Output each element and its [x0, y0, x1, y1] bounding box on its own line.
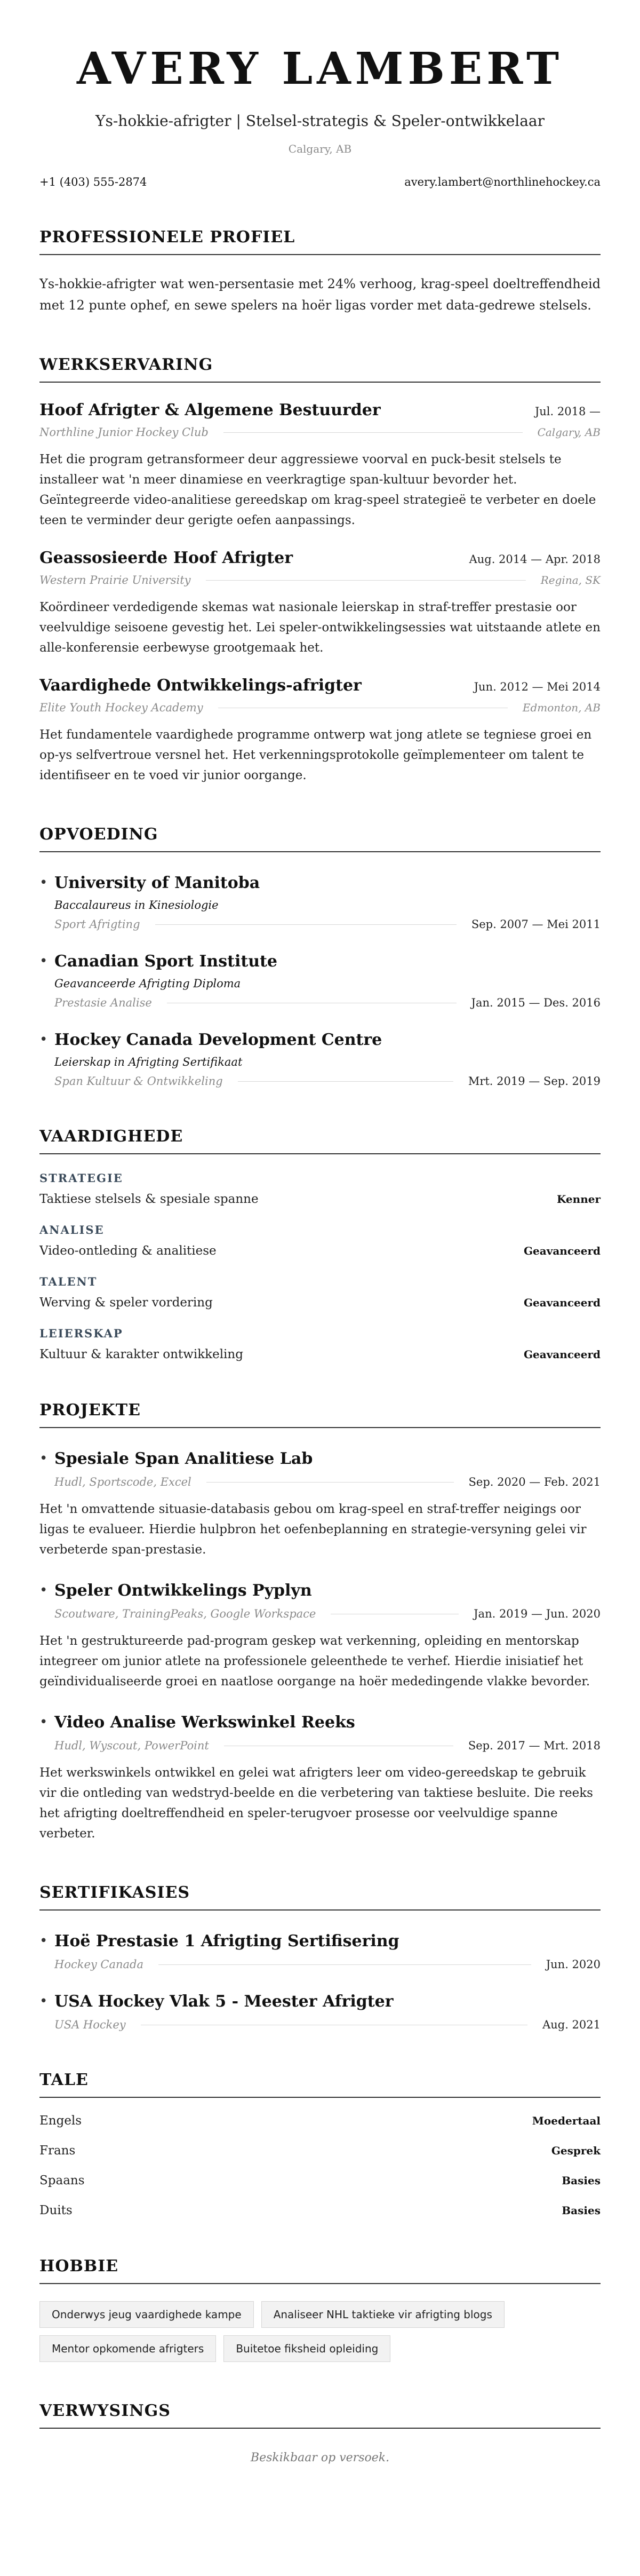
project-date: Jan. 2019 — Jun. 2020 — [474, 1607, 601, 1620]
certification-name: • Hoë Prestasie 1 Afrigting Sertifisering — [54, 1932, 399, 1951]
project-description: Het 'n omvattende situasie-databasis gebou om krag-speel en straf-treffer neigings oor ligas te evalueer. Hierdie hulpbron het oefenbeplanning en strategie-versyning gelei vir verbeterde span-prestasie. — [39, 1502, 587, 1557]
job-title: Geassosieerde Hoof Afrigter — [39, 549, 293, 567]
project-tech: Hudl, Wyscout, PowerPoint — [54, 1739, 209, 1752]
project-name: • Spesiale Span Analitiese Lab — [54, 1449, 313, 1468]
section-title: SERTIFIKASIES — [39, 1883, 601, 1911]
degree-name: Geavanceerde Afrigting Diploma — [54, 977, 241, 990]
certification-entry — [39, 1932, 601, 1971]
job-date: Jun. 2012 — Mei 2014 — [474, 680, 601, 693]
divider — [206, 1482, 454, 1483]
job-entry — [39, 549, 601, 658]
skill-category: STRATEGIE — [39, 1171, 123, 1185]
skill-level: Geavanceerd — [523, 1296, 601, 1309]
certification-name: • USA Hockey Vlak 5 - Meester Afrigter — [54, 1992, 394, 2011]
references-section — [39, 2401, 601, 2464]
language-name: Spaans — [39, 2174, 85, 2187]
project-entry — [39, 1713, 601, 1844]
language-level: Gesprek — [551, 2144, 601, 2157]
skill-level: Geavanceerd — [523, 1348, 601, 1361]
section-title: PROFESSIONELE PROFIEL — [39, 228, 601, 255]
school-name: • University of Manitoba — [54, 874, 260, 892]
education-section — [39, 825, 601, 1088]
candidate-name: AVERY LAMBERT — [76, 43, 564, 94]
language-row — [39, 2204, 601, 2217]
profile-text: Ys-hokkie-afrigter wat wen-persentasie met 24% verhoog, krag-speel doeltreffendheid met 12 punte ophef, en sewe spelers na hoër ligas vorder met data-gedrewe stelsels. — [39, 276, 601, 313]
job-title: Vaardighede Ontwikkelings-afrigter — [39, 676, 362, 695]
hobby-tag: Buitetoe fiksheid opleiding — [223, 2335, 390, 2362]
resume-header — [39, 0, 601, 155]
hobbies-section — [39, 2257, 601, 2362]
degree-name: Leierskap in Afrigting Sertifikaat — [54, 1056, 243, 1068]
project-tech: Scoutware, TrainingPeaks, Google Workspace — [54, 1607, 316, 1620]
candidate-tagline: Ys-hokkie-afrigter | Stelsel-strategis & Speler-ontwikkelaar — [95, 112, 545, 130]
skill-group — [39, 1171, 601, 1206]
language-level: Basies — [562, 2174, 601, 2187]
skill-group — [39, 1223, 601, 1258]
skill-category: ANALISE — [39, 1223, 105, 1237]
education-date: Mrt. 2019 — Sep. 2019 — [468, 1075, 601, 1088]
certification-date: Jun. 2020 — [546, 1958, 601, 1971]
section-title: VERWYSINGS — [39, 2401, 601, 2429]
certification-issuer: USA Hockey — [54, 2018, 126, 2031]
section-title: VAARDIGHEDE — [39, 1127, 601, 1154]
job-description: Het die program getransformeer deur aggressiewe voorval en puck-besit stelsels te installeer wat 'n meer dinamiese en veerkragtige span-kultuur bevorder het. Geïntegreerde video-analitiese gereedskap om krag-speel strategieë te verbeter en doele teen te verminder deur gerigte oefen aanpassings. — [39, 453, 596, 527]
skill-group — [39, 1275, 601, 1310]
language-level: Moedertaal — [532, 2114, 601, 2127]
divider — [223, 432, 523, 433]
section-title: HOBBIE — [39, 2257, 601, 2284]
job-location: Regina, SK — [540, 574, 601, 586]
project-entry — [39, 1581, 601, 1692]
job-organization: Northline Junior Hockey Club — [39, 426, 209, 439]
phone-number: +1 (403) 555-2874 — [39, 176, 147, 188]
divider — [218, 707, 508, 708]
section-title: OPVOEDING — [39, 825, 601, 852]
education-entry — [39, 874, 601, 931]
skill-level: Geavanceerd — [523, 1245, 601, 1257]
divider — [158, 1964, 531, 1965]
job-organization: Elite Youth Hockey Academy — [39, 701, 203, 714]
education-entry — [39, 1031, 601, 1088]
section-title: WERKSERVARING — [39, 355, 601, 383]
education-entry — [39, 952, 601, 1009]
job-title: Hoof Afrigter & Algemene Bestuurder — [39, 401, 381, 419]
skill-group — [39, 1327, 601, 1361]
skill-name: Video-ontleding & analitiese — [39, 1244, 217, 1258]
job-entry — [39, 676, 601, 786]
language-level: Basies — [562, 2204, 601, 2217]
hobby-tag: Onderwys jeug vaardighede kampe — [39, 2301, 254, 2328]
certifications-section — [39, 1883, 601, 2031]
education-date: Jan. 2015 — Des. 2016 — [471, 996, 601, 1009]
job-organization: Western Prairie University — [39, 574, 191, 586]
education-date: Sep. 2007 — Mei 2011 — [471, 918, 601, 931]
divider — [155, 924, 457, 925]
language-row — [39, 2144, 601, 2158]
hobby-tag: Analiseer NHL taktieke vir afrigting blogs — [261, 2301, 505, 2328]
field-of-study: Sport Afrigting — [54, 918, 140, 931]
skills-section — [39, 1127, 601, 1361]
job-location: Calgary, AB — [537, 426, 601, 439]
language-row — [39, 2114, 601, 2128]
profile-section — [39, 228, 601, 316]
skill-name: Werving & speler vordering — [39, 1296, 213, 1310]
languages-section — [39, 2071, 601, 2217]
skill-name: Taktiese stelsels & spesiale spanne — [39, 1192, 259, 1206]
certification-date: Aug. 2021 — [542, 2018, 601, 2031]
school-name: • Hockey Canada Development Centre — [54, 1031, 382, 1049]
language-name: Frans — [39, 2144, 76, 2158]
references-text: Beskikbaar op versoek. — [250, 2451, 390, 2464]
skill-category: LEIERSKAP — [39, 1327, 123, 1340]
field-of-study: Prestasie Analise — [54, 996, 152, 1009]
section-title: PROJEKTE — [39, 1401, 601, 1428]
project-date: Sep. 2017 — Mrt. 2018 — [468, 1739, 601, 1752]
language-row — [39, 2174, 601, 2187]
skill-name: Kultuur & karakter ontwikkeling — [39, 1348, 243, 1361]
hobby-tags — [39, 2301, 601, 2362]
job-description: Koördineer verdedigende skemas wat nasionale leierskap in straf-treffer prestasie oor veelvuldige seisoene gevestig het. Lei speler-ontwikkelingsessies wat uitstaande atlete en alle-konferensie eerbewyse grootgemaak het. — [39, 600, 601, 655]
project-description: Het 'n gestruktureerde pad-program geskep wat verkenning, opleiding en mentorskap integreer om junior atlete na professionele geleenthede te verhef. Hierdie inisiatief het geïndividualiseerde groei en naatlose oorgange na hoër mededingende vlakke bevorder. — [39, 1634, 590, 1689]
divider — [238, 1081, 453, 1082]
job-description: Het fundamentele vaardighede programme ontwerp wat jong atlete se tegniese groei en op-ys selfvertroue versnel het. Het verkenningsprotokolle geïmplementeer om talent te identifiseer en te voed vir junior oorgange. — [39, 728, 592, 782]
contact-row — [39, 176, 601, 188]
certification-issuer: Hockey Canada — [54, 1958, 144, 1971]
project-name: • Video Analise Werkswinkel Reeks — [54, 1713, 355, 1732]
language-name: Engels — [39, 2114, 82, 2128]
certification-entry — [39, 1992, 601, 2031]
projects-section — [39, 1401, 601, 1844]
email-address: avery.lambert@northlinehockey.ca — [404, 176, 601, 188]
section-title: TALE — [39, 2071, 601, 2098]
candidate-location: Calgary, AB — [288, 142, 352, 155]
job-date: Jul. 2018 — — [534, 405, 601, 418]
job-location: Edmonton, AB — [522, 701, 601, 714]
field-of-study: Span Kultuur & Ontwikkeling — [54, 1075, 223, 1088]
skill-level: Kenner — [556, 1193, 601, 1206]
project-description: Het werkswinkels ontwikkel en gelei wat afrigters leer om video-gereedskap te gebruik vir die ontleding van wedstryd-beelde en die verbetering van taktiese besluite. Die reeks het afrigting doeltreffendheid en speler-terugvoer prosesse oor veelvuldige spanne verbeter. — [39, 1766, 593, 1841]
project-entry — [39, 1449, 601, 1560]
skill-category: TALENT — [39, 1275, 98, 1288]
job-entry — [39, 401, 601, 530]
project-name: • Speler Ontwikkelings Pyplyn — [54, 1581, 312, 1600]
experience-section — [39, 355, 601, 786]
degree-name: Baccalaureus in Kinesiologie — [54, 899, 219, 911]
job-date: Aug. 2014 — Apr. 2018 — [469, 553, 601, 566]
language-name: Duits — [39, 2204, 73, 2217]
hobby-tag: Mentor opkomende afrigters — [39, 2335, 216, 2362]
school-name: • Canadian Sport Institute — [54, 952, 277, 971]
project-tech: Hudl, Sportscode, Excel — [54, 1476, 191, 1488]
divider — [206, 580, 526, 581]
project-date: Sep. 2020 — Feb. 2021 — [468, 1476, 601, 1488]
